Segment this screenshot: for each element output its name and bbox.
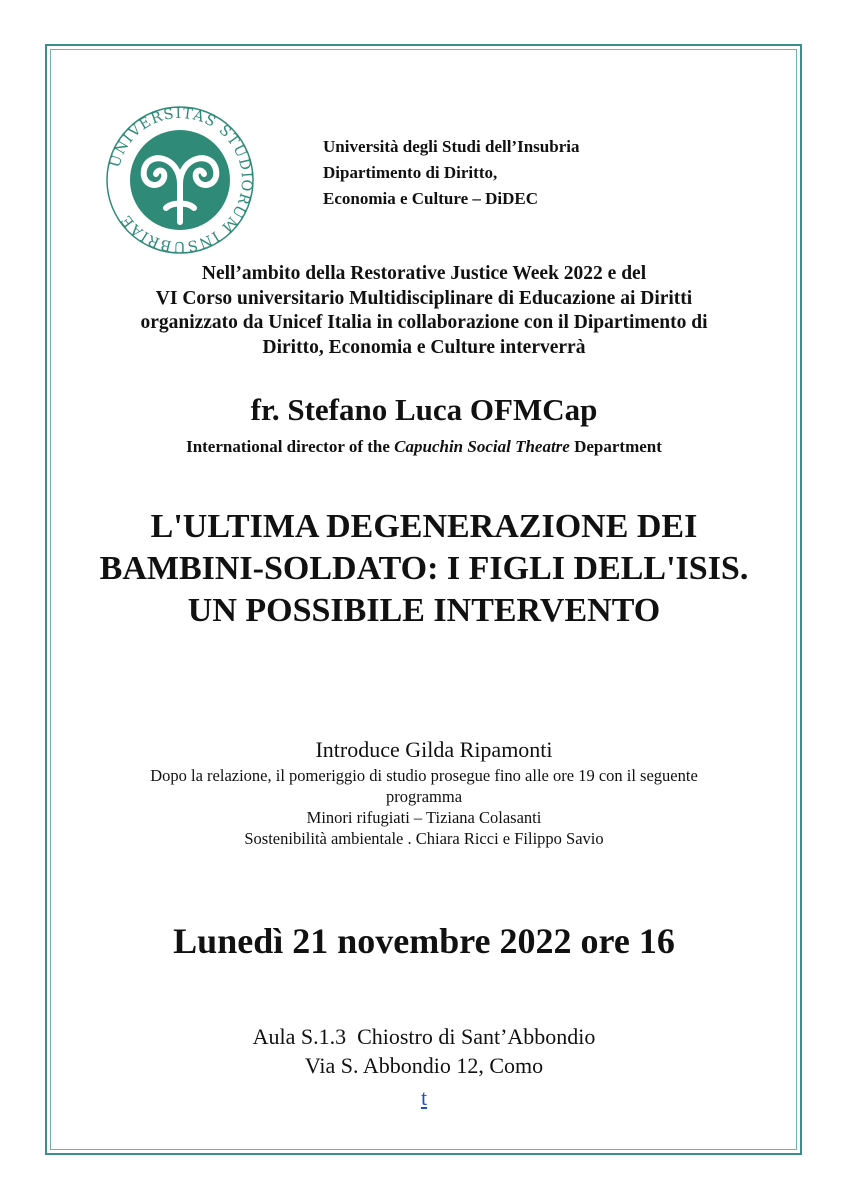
talk-title: [60, 506, 788, 632]
speaker-role-suffix: Department: [569, 437, 662, 456]
institution-block: [323, 134, 579, 212]
talk-title-line: UN POSSIBILE INTERVENTO: [187, 592, 661, 629]
talk-title-line: BAMBINI-SOLDATO: I FIGLI DELL'ISIS.: [99, 550, 749, 587]
seal-inscription: UNIVERSITAS STUDIORUM INSUBRIAE: [107, 105, 255, 255]
department-name-continued: Economia e Culture – DiDEC: [323, 189, 539, 208]
speaker-name: fr. Stefano Luca OFMCap: [250, 392, 598, 427]
speaker-role-organization: Capuchin Social Theatre: [394, 437, 570, 456]
context-line: Nell’ambito della Restorative Justice Week 2022 e del: [201, 263, 647, 284]
context-line: Diritto, Economia e Culture interverrà: [262, 336, 586, 358]
venue-room: Aula S.1.3 Chiostro di Sant’Abbondio: [252, 1024, 596, 1049]
speaker-role-prefix: International director of the: [186, 437, 395, 456]
venue: [60, 1022, 788, 1080]
speaker-role: [60, 436, 788, 458]
department-name: Dipartimento di Diritto,: [323, 163, 498, 182]
programme-item: Minori rifugiati – Tiziana Colasanti: [306, 808, 542, 827]
introducer: Introduce Gilda Ripamonti: [315, 737, 553, 762]
programme-line: programma: [385, 787, 463, 806]
university-seal-icon: [104, 104, 256, 256]
hyperlink[interactable]: t: [420, 1085, 428, 1110]
venue-address: Via S. Abbondio 12, Como: [304, 1053, 544, 1078]
programme-item: Sostenibilità ambientale . Chiara Ricci e Filippo Savio: [244, 829, 604, 848]
context-line: organizzato da Unicef Italia in collaborazione con il Dipartimento di: [140, 312, 708, 333]
context-line: VI Corso universitario Multidisciplinare di Educazione ai Diritti: [155, 287, 693, 309]
university-name: Università degli Studi dell’Insubria: [323, 137, 580, 156]
programme: [60, 765, 788, 849]
programme-line: Dopo la relazione, il pomeriggio di studio prosegue fino alle ore 19 con il seguente: [150, 766, 698, 785]
event-context: [60, 262, 788, 360]
talk-title-line: L'ULTIMA DEGENERAZIONE DEI: [150, 508, 698, 545]
event-date-time: Lunedì 21 novembre 2022 ore 16: [173, 921, 675, 961]
